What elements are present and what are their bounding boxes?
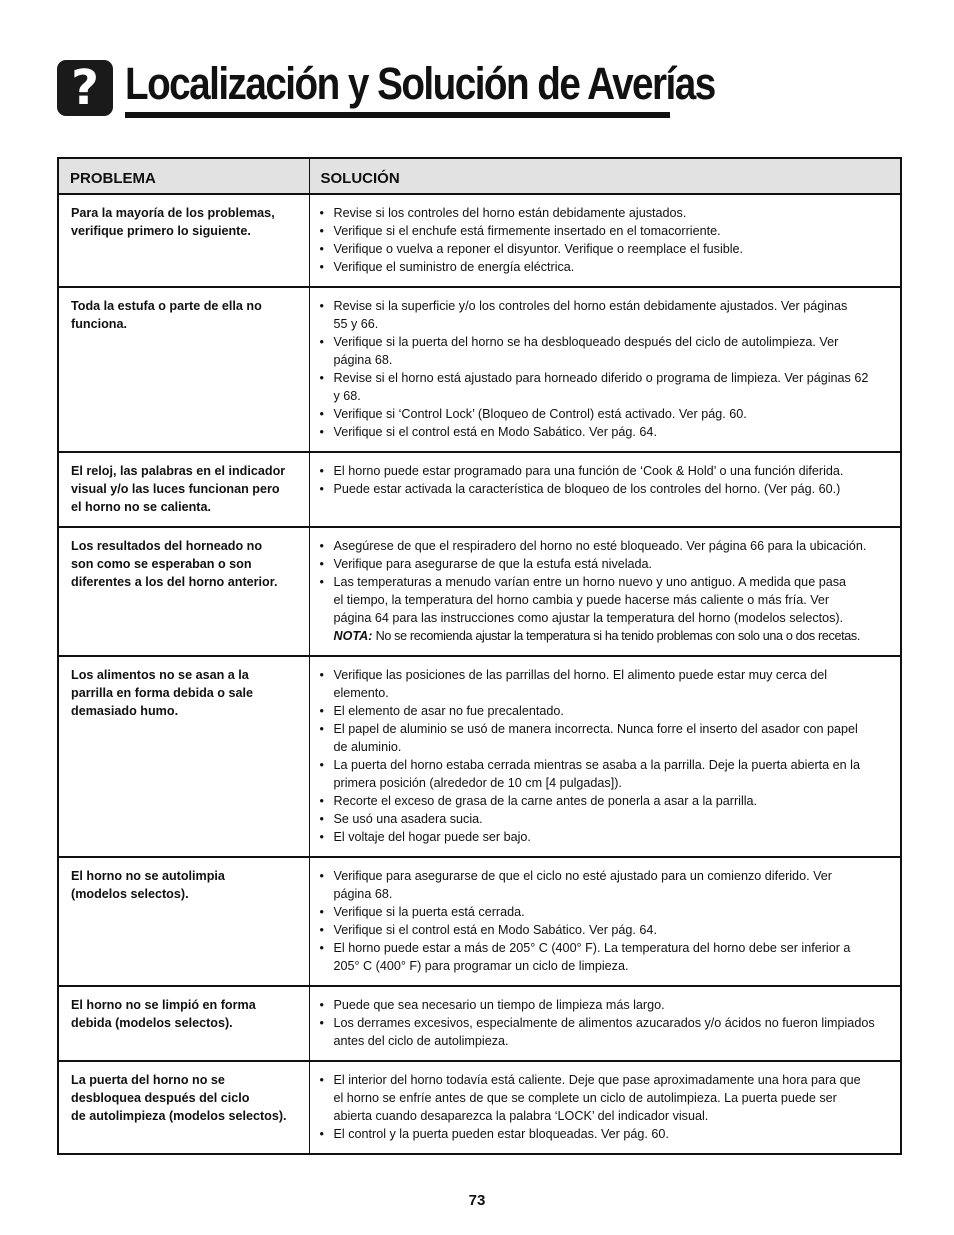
- solution-text: • El horno puede estar programado para una función de ‘Cook & Hold’ o una función diferida.: [333, 464, 844, 478]
- solution-item: [320, 204, 893, 222]
- solution-text: • Verifique si el control está en Modo Sabático. Ver pág. 64.: [333, 923, 657, 937]
- solution-cell: [309, 452, 901, 527]
- problem-text: de autolimpieza (modelos selectos).: [71, 1109, 287, 1123]
- solution-text: 205° C (400° F) para programar un ciclo de limpieza.: [333, 959, 629, 973]
- solution-text: • Revise si el horno está ajustado para horneado diferido o programa de limpieza. Ver páginas 62: [333, 371, 869, 385]
- solution-list: [320, 1071, 893, 1143]
- column-header-problem: PROBLEMA: [58, 158, 309, 194]
- solution-item: [320, 903, 893, 921]
- solution-item: [320, 939, 893, 975]
- solution-item: [320, 369, 893, 405]
- solution-text: • Verifique si el control está en Modo Sabático. Ver pág. 64.: [333, 425, 657, 439]
- solution-cell: [309, 857, 901, 986]
- solution-item: [320, 702, 893, 720]
- problem-text: El reloj, las palabras en el indicador: [71, 464, 286, 478]
- problem-text: visual y/o las luces funcionan pero: [71, 482, 280, 496]
- solution-item: [320, 537, 893, 555]
- solution-item: [320, 867, 893, 903]
- table-row: [58, 857, 901, 986]
- solution-cell: [309, 1061, 901, 1154]
- solution-text: el horno se enfríe antes de que se complete un ciclo de autolimpieza. La puerta puede ser: [333, 1091, 837, 1105]
- solution-item: [320, 996, 893, 1014]
- table-header-row: [58, 158, 901, 194]
- solution-text: • Se usó una asadera sucia.: [333, 812, 483, 826]
- solution-text: el tiempo, la temperatura del horno cambia y puede hacerse más caliente o más fría. Ver: [333, 593, 830, 607]
- problem-cell: [58, 287, 309, 452]
- solution-cell: [309, 986, 901, 1061]
- table-row: [58, 452, 901, 527]
- solution-item: [320, 555, 893, 573]
- solution-text: • El voltaje del hogar puede ser bajo.: [333, 830, 531, 844]
- problem-text: La puerta del horno no se: [71, 1073, 225, 1087]
- solution-text: • El horno puede estar a más de 205° C (400° F). La temperatura del horno debe ser inferior a: [333, 941, 851, 955]
- solution-text: de aluminio.: [333, 740, 402, 754]
- problem-text: Los resultados del horneado no: [71, 539, 263, 553]
- solution-text: • Recorte el exceso de grasa de la carne antes de ponerla a asar a la parrilla.: [333, 794, 758, 808]
- problem-text: diferentes a los del horno anterior.: [71, 575, 278, 589]
- solution-text: • El elemento de asar no fue precalentado.: [333, 704, 564, 718]
- solution-text: elemento.: [333, 686, 389, 700]
- solution-item: [320, 240, 893, 258]
- problem-text: El horno no se limpió en forma: [71, 998, 256, 1012]
- solution-cell: [309, 194, 901, 287]
- problem-text: parrilla en forma debida o sale: [71, 686, 253, 700]
- problem-text: (modelos selectos).: [71, 887, 189, 901]
- solution-item: [320, 297, 893, 333]
- solution-list: [320, 297, 893, 441]
- problem-text: funciona.: [71, 317, 127, 331]
- problem-text: Para la mayoría de los problemas,: [71, 206, 275, 220]
- table-row: [58, 656, 901, 857]
- solution-item: [320, 666, 893, 702]
- solution-list: [320, 666, 893, 846]
- solution-text: • Verifique si ‘Control Lock’ (Bloqueo de Control) está activado. Ver pág. 60.: [333, 407, 747, 421]
- solution-item: [320, 333, 893, 369]
- solution-text: • Revise si los controles del horno están debidamente ajustados.: [333, 206, 687, 220]
- solution-text: 55 y 66.: [333, 317, 379, 331]
- solution-item: [320, 921, 893, 939]
- solution-text: • Puede estar activada la característica de bloqueo de los controles del horno. (Ver pág. 60.): [333, 482, 841, 496]
- problem-cell: [58, 1061, 309, 1154]
- problem-text: Toda la estufa o parte de ella no: [71, 299, 262, 313]
- solution-list: [320, 204, 893, 276]
- solution-text: • Los derrames excesivos, especialmente de alimentos azucarados y/o ácidos no fueron limpiados: [333, 1016, 875, 1030]
- column-header-solution: SOLUCIÓN: [309, 158, 901, 194]
- solution-text: • Verifique si la puerta del horno se ha desbloqueado después del ciclo de autolimpieza. Ver: [333, 335, 839, 349]
- solution-text: y 68.: [333, 389, 361, 403]
- solution-text: • Verifique o vuelva a reponer el disyuntor. Verifique o reemplace el fusible.: [333, 242, 744, 256]
- troubleshooting-table: [57, 157, 902, 1155]
- solution-text: • Las temperaturas a menudo varían entre un horno nuevo y uno antiguo. A medida que pasa: [333, 575, 846, 589]
- solution-item: [320, 258, 893, 276]
- problem-text: desbloquea después del ciclo: [71, 1091, 250, 1105]
- note-label: NOTA:: [333, 629, 373, 643]
- solution-item: [320, 573, 893, 645]
- solution-item: [320, 756, 893, 792]
- solution-text: • El papel de aluminio se usó de manera incorrecta. Nunca forre el inserto del asador con papel: [333, 722, 858, 736]
- table-row: [58, 194, 901, 287]
- solution-item: [320, 480, 893, 498]
- table-row: [58, 527, 901, 656]
- solution-text: • El interior del horno todavía está caliente. Deje que pase aproximadamente una hora para que: [333, 1073, 861, 1087]
- question-mark-icon: ?: [57, 60, 113, 116]
- problem-text: verifique primero lo siguiente.: [71, 224, 251, 238]
- solution-item: [320, 462, 893, 480]
- solution-text: página 64 para las instrucciones como ajustar la temperatura del horno (modelos selectos).: [333, 611, 844, 625]
- problem-cell: [58, 194, 309, 287]
- solution-text: • Verifique si el enchufe está firmemente insertado en el tomacorriente.: [333, 224, 721, 238]
- solution-list: [320, 537, 893, 645]
- solution-item: [320, 828, 893, 846]
- solution-item: [320, 1071, 893, 1125]
- solution-item: [320, 1125, 893, 1143]
- solution-text: • Verifique el suministro de energía eléctrica.: [333, 260, 575, 274]
- problem-text: Los alimentos no se asan a la: [71, 668, 249, 682]
- note-line: [334, 627, 893, 645]
- solution-text: • Verifique para asegurarse de que el ciclo no esté ajustado para un comienzo diferido. Ver: [333, 869, 832, 883]
- solution-item: [320, 423, 893, 441]
- solution-item: [320, 810, 893, 828]
- note-text: No se recomienda ajustar la temperatura si ha tenido problemas con solo una o dos recetas.: [372, 629, 861, 643]
- solution-text: • La puerta del horno estaba cerrada mientras se asaba a la parrilla. Deje la puerta abierta en la: [333, 758, 860, 772]
- solution-text: primera posición (alrededor de 10 cm [4 pulgadas]).: [333, 776, 622, 790]
- problem-text: el horno no se calienta.: [71, 500, 211, 514]
- problem-cell: [58, 527, 309, 656]
- solution-list: [320, 867, 893, 975]
- page-number: 73: [468, 1192, 486, 1209]
- solution-cell: [309, 527, 901, 656]
- solution-text: página 68.: [333, 353, 393, 367]
- solution-text: • Puede que sea necesario un tiempo de limpieza más largo.: [333, 998, 665, 1012]
- solution-text: • Verifique para asegurarse de que la estufa está nivelada.: [333, 557, 653, 571]
- solution-item: [320, 720, 893, 756]
- table-row: [58, 287, 901, 452]
- solution-item: [320, 792, 893, 810]
- table-row: [58, 986, 901, 1061]
- problem-cell: [58, 656, 309, 857]
- problem-text: El horno no se autolimpia: [71, 869, 225, 883]
- solution-text: • Revise si la superficie y/o los controles del horno están debidamente ajustados. Ver páginas: [333, 299, 848, 313]
- problem-cell: [58, 857, 309, 986]
- page-title: Localización y Solución de Averías: [125, 58, 715, 109]
- solution-item: [320, 222, 893, 240]
- problem-text: debida (modelos selectos).: [71, 1016, 233, 1030]
- solution-text: • Verifique si la puerta está cerrada.: [333, 905, 525, 919]
- problem-text: demasiado humo.: [71, 704, 179, 718]
- solution-cell: [309, 287, 901, 452]
- solution-cell: [309, 656, 901, 857]
- problem-text: son como se esperaban o son: [71, 557, 252, 571]
- solution-item: [320, 1014, 893, 1050]
- solution-text: abierta cuando desaparezca la palabra ‘LOCK’ del indicador visual.: [333, 1109, 709, 1123]
- table-row: [58, 1061, 901, 1154]
- solution-text: página 68.: [333, 887, 393, 901]
- solution-list: [320, 462, 893, 498]
- solution-text: • Verifique las posiciones de las parrillas del horno. El alimento puede estar muy cerca del: [333, 668, 828, 682]
- title-underline: [125, 112, 670, 118]
- solution-item: [320, 405, 893, 423]
- solution-text: antes del ciclo de autolimpieza.: [333, 1034, 509, 1048]
- solution-text: • El control y la puerta pueden estar bloqueadas. Ver pág. 60.: [333, 1127, 669, 1141]
- solution-text: • Asegúrese de que el respiradero del horno no esté bloqueado. Ver página 66 para la ubicación.: [333, 539, 867, 553]
- page-header: [57, 58, 715, 120]
- problem-cell: [58, 986, 309, 1061]
- problem-cell: [58, 452, 309, 527]
- solution-list: [320, 996, 893, 1050]
